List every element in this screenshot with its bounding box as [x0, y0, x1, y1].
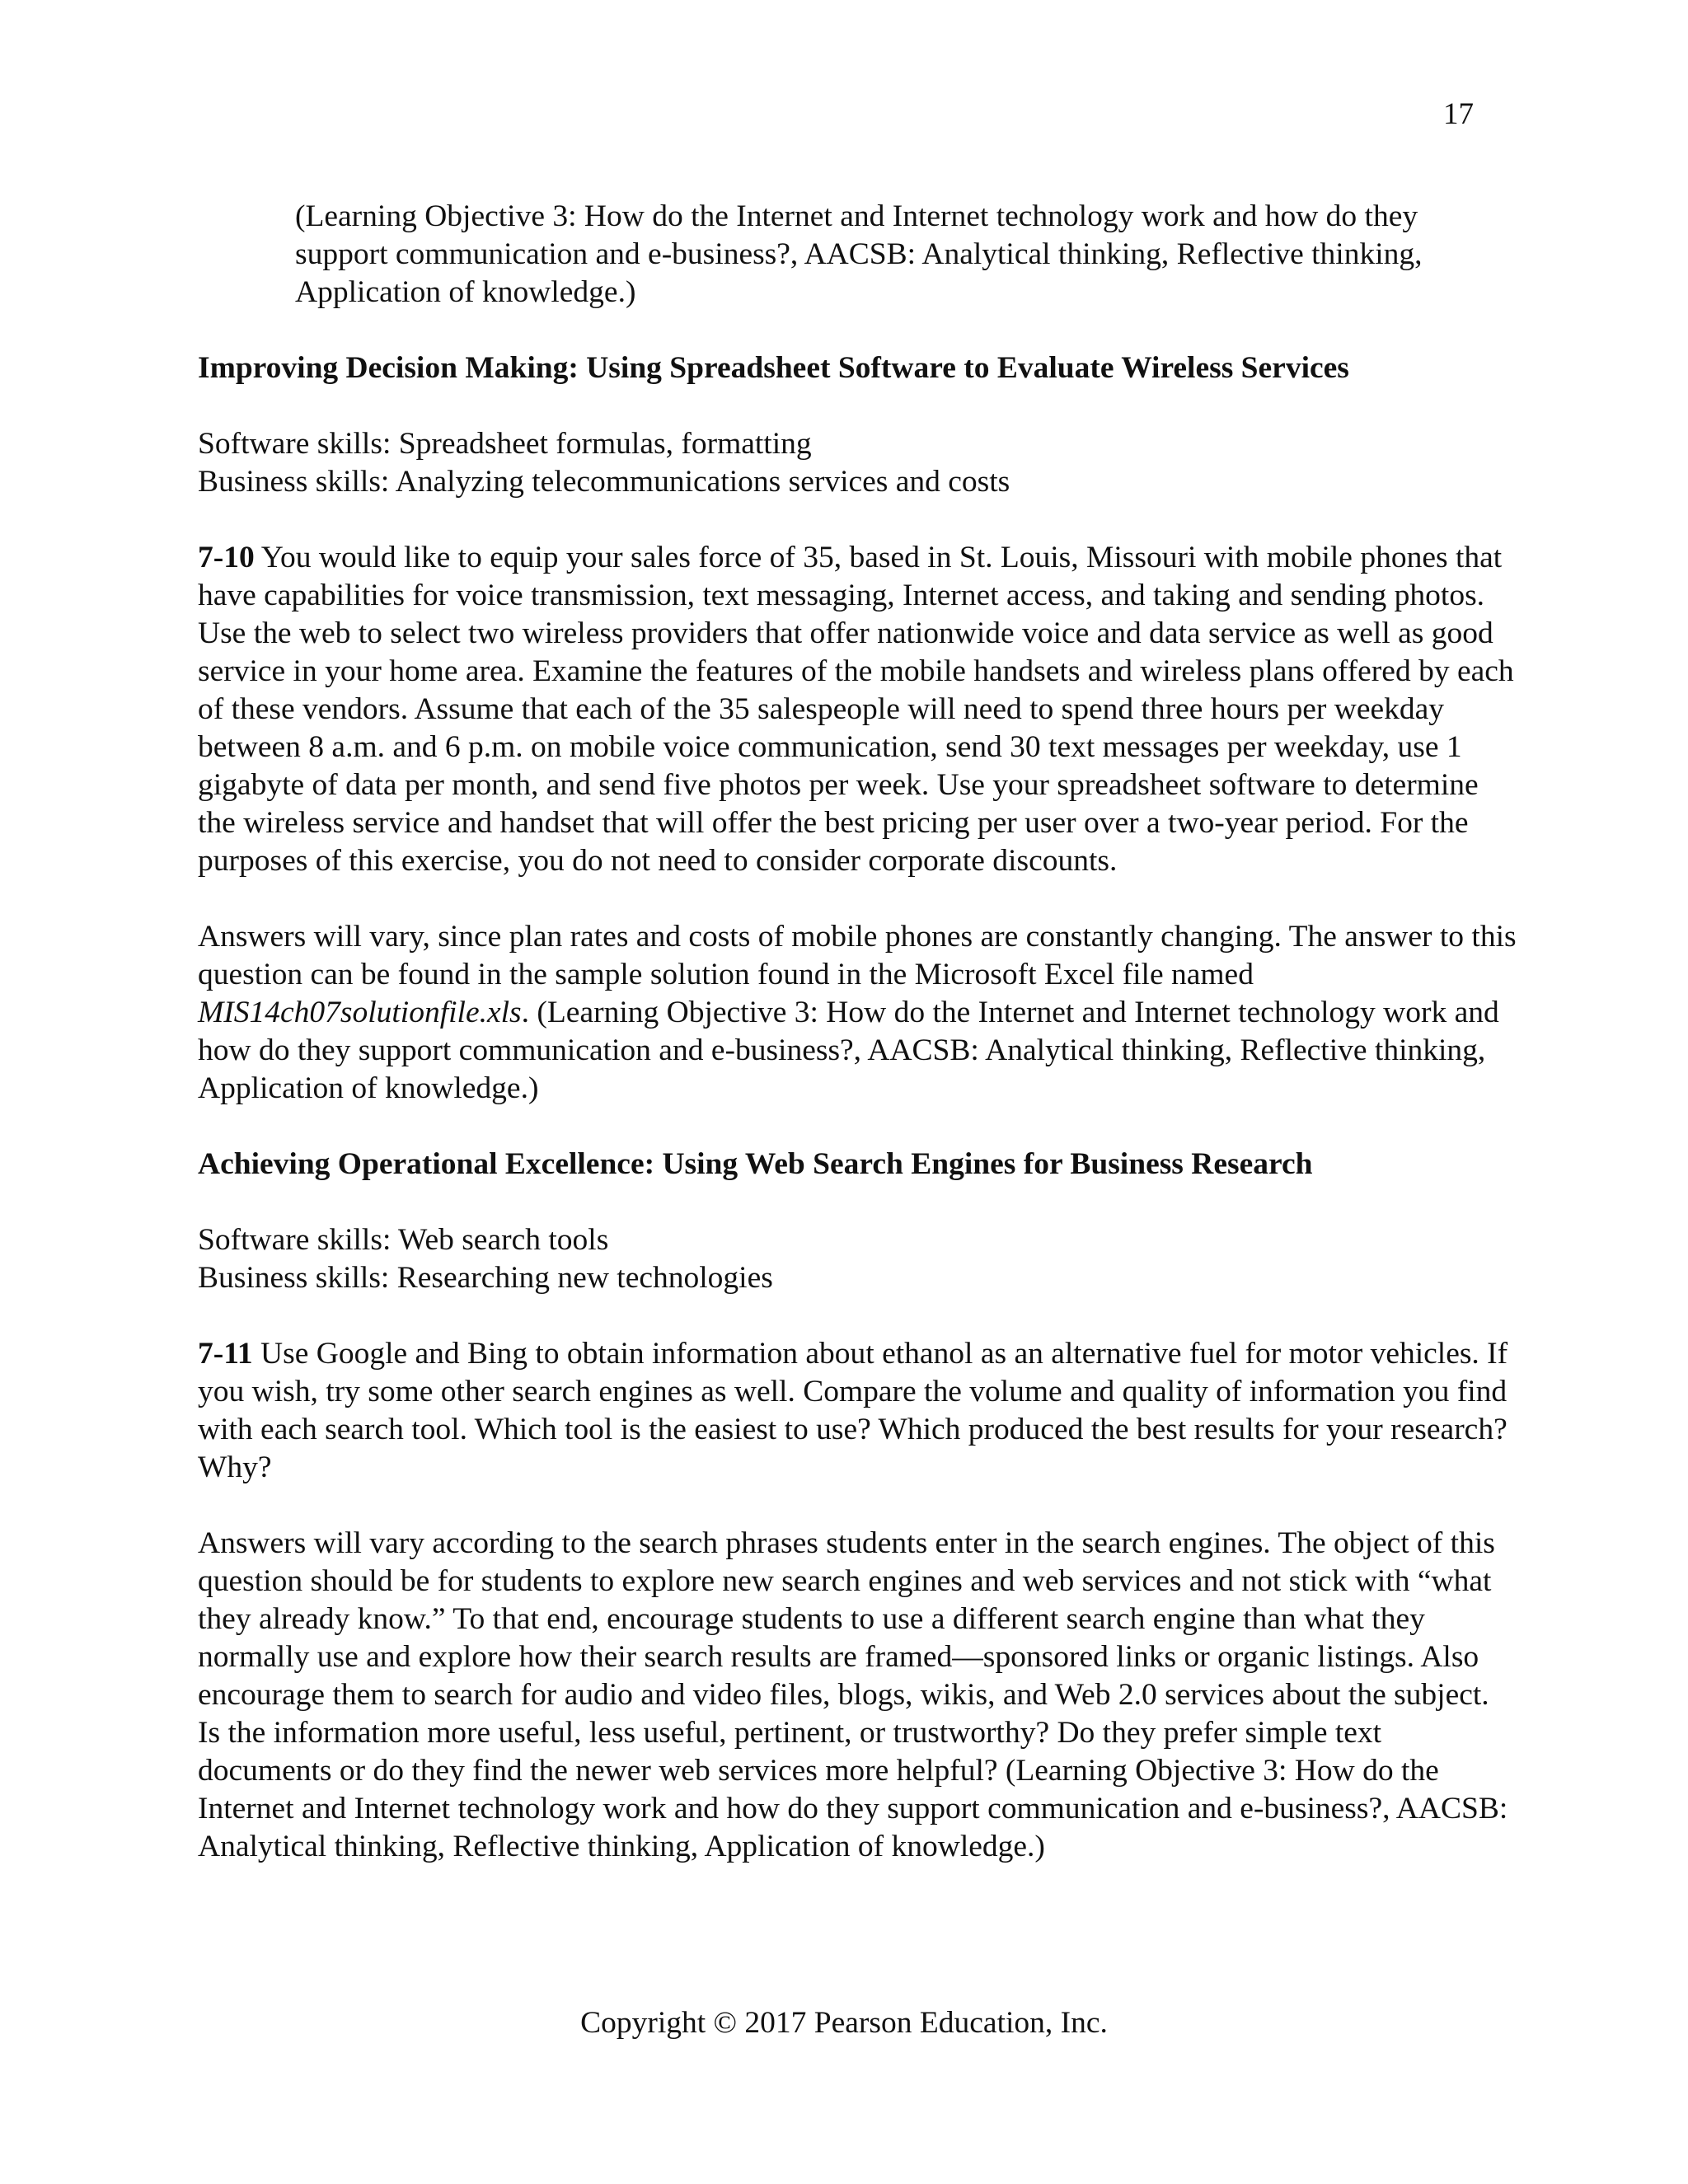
answer-7-10-after: . (Learning Objective 3: How do the Internet and Internet technology work and how do they support communication and e-business?, AACSB: Analytical thinking, Reflective thinking, Application of knowledge.): [198, 996, 1499, 1105]
business-skills-1: Business skills: Analyzing telecommunications services and costs: [198, 465, 1010, 499]
section-heading-decision-making: Improving Decision Making: Using Spreadsheet Software to Evaluate Wireless Services: [198, 351, 1349, 385]
answer-7-10-before: Answers will vary, since plan rates and costs of mobile phones are constantly changing. The answer to this question can be found in the sample solution found in the Microsoft Excel file named: [198, 920, 1517, 991]
answer-7-10: [198, 918, 1517, 1108]
question-7-10: [198, 539, 1517, 880]
business-skills-2: Business skills: Researching new technologies: [198, 1261, 773, 1295]
question-7-11: [198, 1335, 1517, 1487]
software-skills-2: Software skills: Web search tools: [198, 1223, 609, 1257]
section-heading-operational-excellence: Achieving Operational Excellence: Using Web Search Engines for Business Research: [198, 1147, 1313, 1181]
copyright-footer: Copyright © 2017 Pearson Education, Inc.: [580, 2006, 1108, 2040]
skills-block-2: [198, 1221, 1517, 1297]
answer-7-11: Answers will vary according to the search phrases students enter in the search engines. The object of this question should be for students to explore new search engines and web services and not stick with “what they already know.” To that end, encourage students to use a different search engine than what they normally use and explore how their search results are framed—sponsored links or organic listings. Also encourage them to search for audio and video files, blogs, wikis, and Web 2.0 services about the subject. Is the information more useful, less useful, pertinent, or trustworthy? Do they prefer simple text documents or do they find the newer web services more helpful? (Learning Objective 3: How do the Internet and Internet technology work and how do they support communication and e-business?, AACSB: Analytical thinking, Reflective thinking, Application of knowledge.): [198, 1526, 1508, 1863]
solution-filename: MIS14ch07solutionfile.xls: [198, 996, 522, 1029]
page-number: 17: [1443, 97, 1474, 131]
question-text-7-11: Use Google and Bing to obtain information about ethanol as an alternative fuel for motor vehicles. If you wish, try some other search engines as well. Compare the volume and quality of information you find with each search tool. Which tool is the easiest to use? Which produced the best results for your research? Why?: [198, 1337, 1508, 1484]
learning-objective-note: (Learning Objective 3: How do the Internet and Internet technology work and how do they support communication and e-business?, AACSB: Analytical thinking, Reflective thinking, Application of knowledge.): [295, 199, 1423, 309]
document-body: [198, 198, 1517, 1904]
software-skills-1: Software skills: Spreadsheet formulas, formatting: [198, 427, 812, 461]
question-text-7-10: You would like to equip your sales force of 35, based in St. Louis, Missouri with mobile phones that have capabilities for voice transmission, text messaging, Internet access, and taking and sending photos. Use the web to select two wireless providers that offer nationwide voice and data service as well as good service in your home area. Examine the features of the mobile handsets and wireless plans offered by each of these vendors. Assume that each of the 35 salespeople will need to spend three hours per weekday between 8 a.m. and 6 p.m. on mobile voice communication, send 30 text messages per weekday, use 1 gigabyte of data per month, and send five photos per week. Use your spreadsheet software to determine the wireless service and handset that will offer the best pricing per user over a two-year period. For the purposes of this exercise, you do not need to consider corporate discounts.: [198, 541, 1514, 878]
question-number-7-10: 7-10: [198, 541, 255, 574]
question-number-7-11: 7-11: [198, 1337, 253, 1371]
skills-block-1: [198, 425, 1517, 501]
